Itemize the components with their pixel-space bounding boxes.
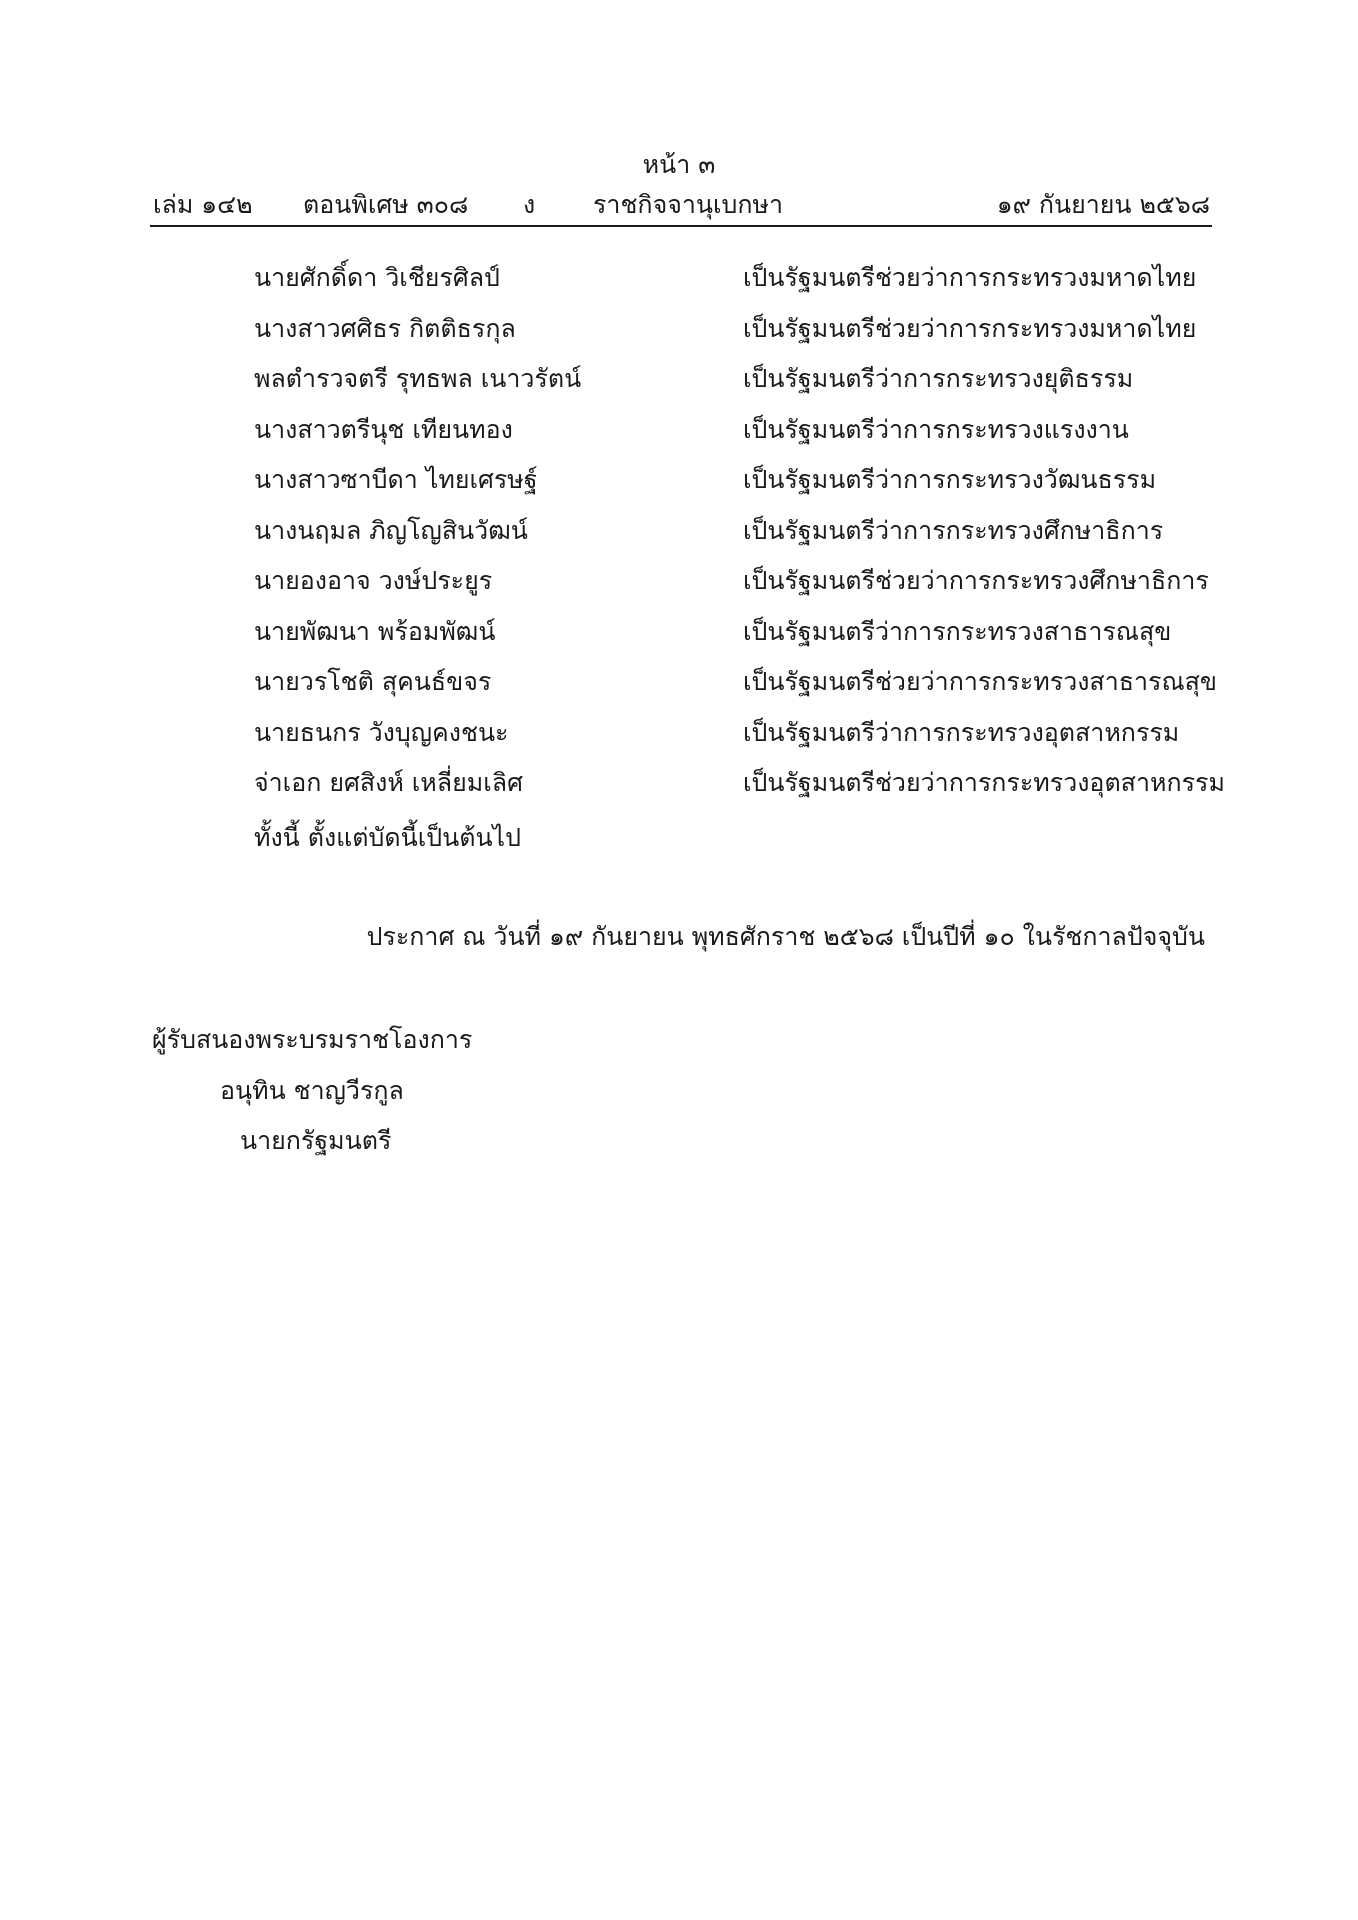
appointee-position: เป็นรัฐมนตรีว่าการกระทรวงสาธารณสุข <box>743 616 1172 646</box>
countersign-label: ผู้รับสนองพระบรมราชโองการ <box>152 1025 473 1054</box>
appointee-position: เป็นรัฐมนตรีว่าการกระทรวงอุตสาหกรรม <box>743 717 1180 747</box>
appointee-name: นางสาวศศิธร กิตติธรกุล <box>254 313 516 343</box>
appointee-name: นางนฤมล ภิญโญสินวัฒน์ <box>254 515 528 545</box>
appointee-name: นางสาวซาบีดา ไทยเศรษฐ์ <box>254 465 538 494</box>
appointment-list <box>0 258 1358 814</box>
appointee-name: นายวรโชติ สุคนธ์ขจร <box>254 667 492 696</box>
appointee-position: เป็นรัฐมนตรีว่าการกระทรวงแรงงาน <box>743 414 1129 444</box>
appointment-row <box>0 359 1358 410</box>
appointee-name: จ่าเอก ยศสิงห์ เหลี่ยมเลิศ <box>254 768 523 797</box>
appointment-row <box>0 258 1358 309</box>
appointment-row <box>0 561 1358 612</box>
page-number: หน้า ๓ <box>642 150 716 179</box>
appointee-position: เป็นรัฐมนตรีช่วยว่าการกระทรวงมหาดไทย <box>743 263 1197 292</box>
appointee-name: นายศักดิ์ดา วิเชียรศิลป์ <box>254 263 500 292</box>
appointment-row <box>0 410 1358 461</box>
appointment-row <box>0 309 1358 360</box>
publication-date: ๑๙ กันยายน ๒๕๖๘ <box>996 190 1210 219</box>
appointee-name: นายธนกร วังบุญคงชนะ <box>254 717 509 747</box>
appointee-name: พลตำรวจตรี รุทธพล เนาวรัตน์ <box>254 364 582 393</box>
section-letter: ง <box>523 190 536 219</box>
appointment-row <box>0 460 1358 511</box>
appointee-position: เป็นรัฐมนตรีว่าการกระทรวงศึกษาธิการ <box>743 515 1164 545</box>
appointee-position: เป็นรัฐมนตรีว่าการกระทรวงยุติธรรม <box>743 364 1134 393</box>
appointment-row <box>0 662 1358 713</box>
issue-number: ตอนพิเศษ ๓๐๘ <box>303 190 469 219</box>
appointment-row <box>0 511 1358 562</box>
appointment-row <box>0 763 1358 814</box>
gazette-header <box>150 185 1212 225</box>
signatory-name: อนุทิน ชาญวีรกูล <box>220 1076 404 1105</box>
appointment-row <box>0 612 1358 663</box>
publication-title: ราชกิจจานุเบกษา <box>593 190 784 219</box>
appointment-row <box>0 713 1358 764</box>
header-divider <box>150 225 1212 227</box>
appointee-position: เป็นรัฐมนตรีช่วยว่าการกระทรวงศึกษาธิการ <box>743 566 1209 595</box>
announcement-date: ประกาศ ณ วันที่ ๑๙ กันยายน พุทธศักราช ๒๕๖๘ เป็นปีที่ ๑๐ ในรัชกาลปัจจุบัน <box>366 922 1205 951</box>
volume-number: เล่ม ๑๔๒ <box>153 190 253 219</box>
appointee-name: นายพัฒนา พร้อมพัฒน์ <box>254 616 496 646</box>
signatory-title: นายกรัฐมนตรี <box>240 1126 392 1155</box>
effective-note: ทั้งนี้ ตั้งแต่บัดนี้เป็นต้นไป <box>254 823 521 852</box>
appointee-position: เป็นรัฐมนตรีช่วยว่าการกระทรวงอุตสาหกรรม <box>743 768 1225 797</box>
appointee-position: เป็นรัฐมนตรีช่วยว่าการกระทรวงสาธารณสุข <box>743 667 1217 696</box>
appointee-name: นางสาวตรีนุช เทียนทอง <box>254 414 513 444</box>
appointee-position: เป็นรัฐมนตรีว่าการกระทรวงวัฒนธรรม <box>743 465 1157 494</box>
appointee-name: นายองอาจ วงษ์ประยูร <box>254 566 493 595</box>
appointee-position: เป็นรัฐมนตรีช่วยว่าการกระทรวงมหาดไทย <box>743 313 1197 343</box>
